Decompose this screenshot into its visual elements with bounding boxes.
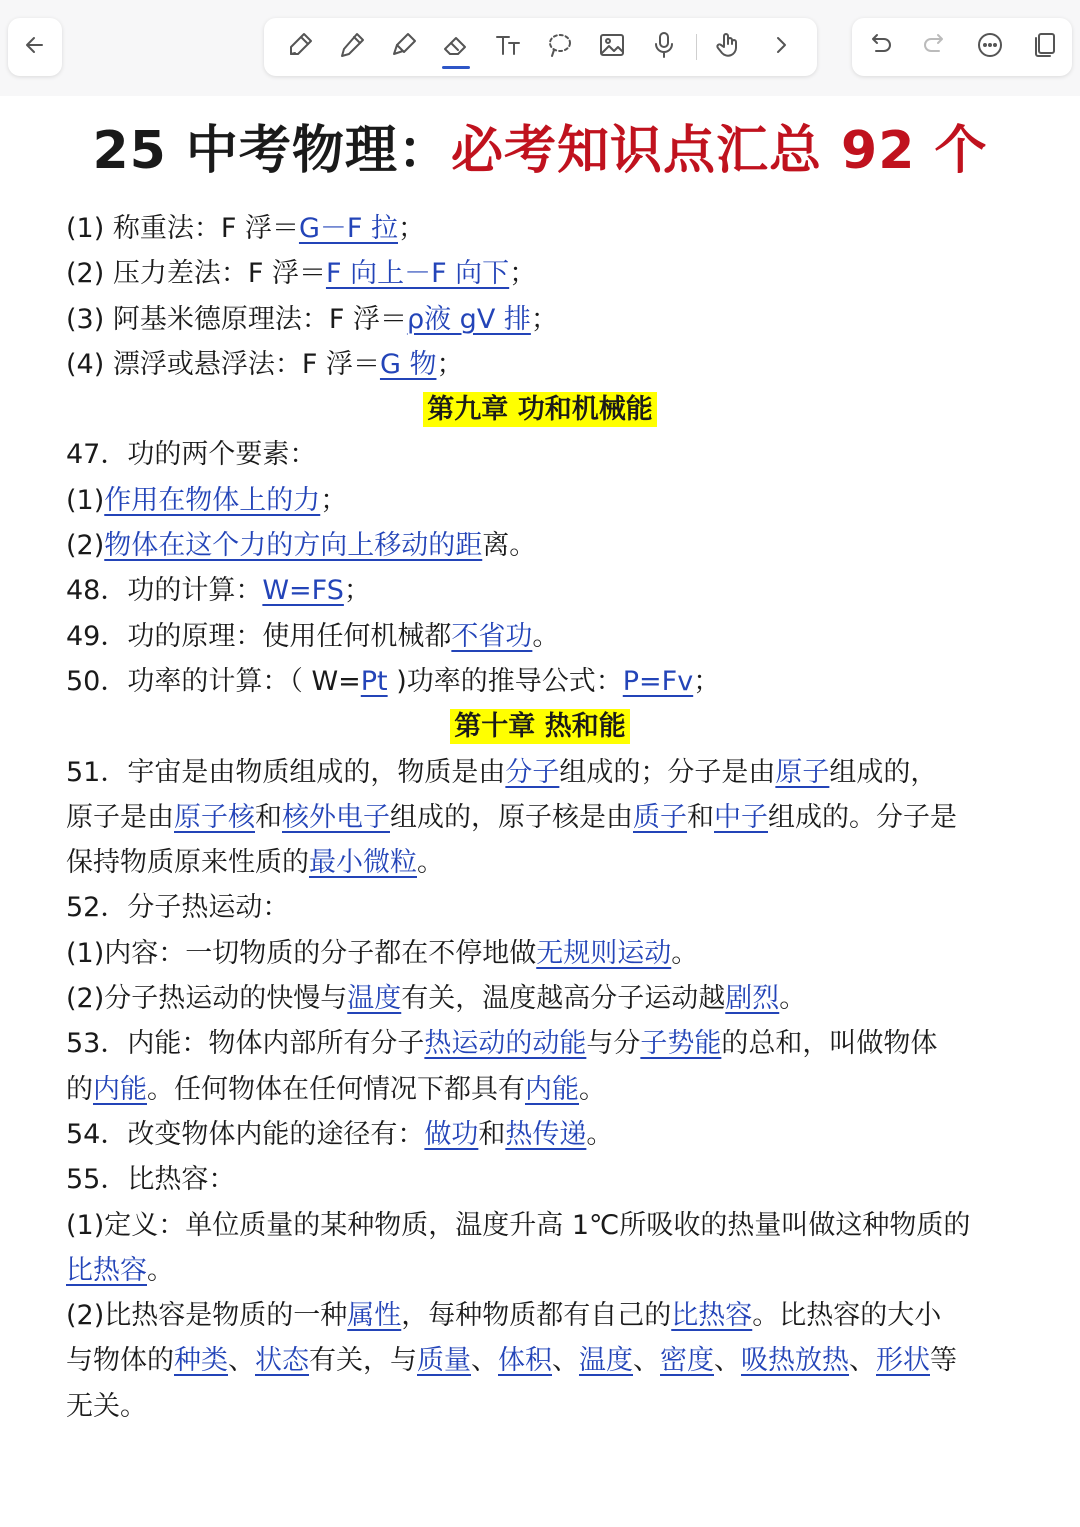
item-55-2-c xyxy=(66,1384,1026,1429)
item-48 xyxy=(66,568,1026,613)
text-segment: 。比热容的大小 xyxy=(752,1300,942,1332)
toolbar-left-group xyxy=(8,18,62,76)
answer-blank: 子势能 xyxy=(640,1028,722,1060)
text-segment: 。 xyxy=(532,620,560,652)
answer-blank: 做功 xyxy=(424,1118,479,1150)
undo-icon xyxy=(865,30,895,64)
item-47-2 xyxy=(66,523,1026,568)
answer-blank: 热运动的动能 xyxy=(424,1028,587,1060)
text-segment: 。 xyxy=(147,1254,174,1286)
text-segment: 原子是由 xyxy=(66,801,174,833)
text-tool-icon xyxy=(493,30,523,64)
text-segment: (2)比热容是物质的一种 xyxy=(66,1300,348,1332)
text-segment: 。 xyxy=(779,983,807,1015)
answer-blank: 剧烈 xyxy=(725,983,780,1015)
chevron-right-button[interactable] xyxy=(761,25,801,69)
image-icon xyxy=(597,30,627,64)
answer-blank: W=FS xyxy=(262,575,344,607)
text-segment: 。 xyxy=(579,1073,606,1105)
item-55 xyxy=(66,1157,1026,1202)
answer-blank: 温度 xyxy=(579,1345,633,1377)
text-segment: (1)内容：一切物质的分子都在不停地做 xyxy=(66,937,537,969)
answer-blank: 热传递 xyxy=(505,1118,587,1150)
item-55-2-a xyxy=(66,1293,1026,1338)
answer-blank: 分子 xyxy=(505,756,560,788)
item-50 xyxy=(66,659,1026,704)
toolbar-separator xyxy=(696,34,697,60)
chapter-10-heading xyxy=(0,704,1080,749)
text-segment: ； xyxy=(509,258,537,290)
text-segment: 、 xyxy=(849,1345,876,1377)
text-segment: 与物体的 xyxy=(66,1345,174,1377)
text-segment: (2) xyxy=(66,530,105,562)
text-segment: (1) xyxy=(66,484,105,516)
image-button[interactable] xyxy=(592,25,632,69)
item-47 xyxy=(66,432,1026,477)
text-segment: 50．功率的计算：（ W= xyxy=(66,665,361,697)
redo-button[interactable] xyxy=(915,25,955,69)
title-red: 必考知识点汇总 92 个 xyxy=(450,121,988,181)
answer-blank: 体积 xyxy=(498,1345,552,1377)
answer-blank: G 物 xyxy=(379,348,437,380)
pencil-icon xyxy=(337,30,367,64)
item-52-2 xyxy=(66,976,1026,1021)
text-segment: 、 xyxy=(471,1345,498,1377)
answer-blank: 温度 xyxy=(347,983,402,1015)
back-arrow-button[interactable] xyxy=(15,25,55,69)
highlighter-icon xyxy=(389,30,419,64)
pencil-button[interactable] xyxy=(332,25,372,69)
text-segment: 。 xyxy=(417,847,444,879)
text-segment: 的 xyxy=(66,1073,93,1105)
text-segment: 组成的。分子是 xyxy=(768,801,957,833)
text-segment: 离。 xyxy=(482,530,537,562)
answer-blank: 内能 xyxy=(525,1073,579,1105)
answer-blank: 状态 xyxy=(255,1345,309,1377)
text-segment: 、 xyxy=(714,1345,741,1377)
line-float-4 xyxy=(66,342,1026,387)
answer-blank: 内能 xyxy=(93,1073,147,1105)
answer-blank: F 向上－F 向下 xyxy=(325,258,510,290)
text-segment: 54．改变物体内能的途径有： xyxy=(66,1118,425,1150)
title-black: 25 中考物理： xyxy=(92,121,451,181)
text-segment: ，每种物质都有自己的 xyxy=(401,1300,672,1332)
item-55-2-b xyxy=(66,1338,1026,1383)
line-float-3 xyxy=(66,297,1026,342)
more-button[interactable] xyxy=(970,25,1010,69)
answer-blank: 密度 xyxy=(660,1345,714,1377)
text-segment: 组成的；分子是由 xyxy=(559,756,776,788)
lasso-icon xyxy=(545,30,575,64)
item-55-1-b xyxy=(66,1248,1026,1293)
eraser-icon xyxy=(441,30,471,64)
toolbar-tools-group xyxy=(264,18,817,76)
text-segment: 、 xyxy=(633,1345,660,1377)
text-segment: 有关，温度越高分子运动越 xyxy=(401,983,726,1015)
answer-blank: 吸热放热 xyxy=(741,1345,849,1377)
text-segment: 和 xyxy=(255,801,282,833)
text-segment: 组成的，原子核是由 xyxy=(390,801,633,833)
answer-blank: 原子核 xyxy=(174,801,255,833)
answer-blank: 比热容 xyxy=(66,1254,147,1286)
text-segment: 55．比热容： xyxy=(66,1164,236,1196)
line-float-1 xyxy=(66,206,1026,251)
answer-blank: ρ液 gV 排 xyxy=(406,303,531,335)
text-segment: 53．内能：物体内部所有分子 xyxy=(66,1028,425,1060)
eraser-button[interactable] xyxy=(436,25,476,69)
text-segment: 。任何物体在任何情况下都具有 xyxy=(147,1073,525,1105)
answer-blank: 不省功 xyxy=(451,620,533,652)
top-toolbar xyxy=(0,0,1080,96)
text-segment: 48．功的计算： xyxy=(66,575,263,607)
text-segment: ； xyxy=(693,665,721,697)
text-segment: 49．功的原理：使用任何机械都 xyxy=(66,620,452,652)
text-segment: 的总和，叫做物体 xyxy=(721,1028,938,1060)
item-51-a xyxy=(66,750,1026,795)
item-55-1-a xyxy=(66,1203,1026,1248)
text-segment: 、 xyxy=(228,1345,255,1377)
answer-blank: 比热容 xyxy=(671,1300,753,1332)
text-segment: 无关。 xyxy=(66,1390,147,1422)
item-49 xyxy=(66,614,1026,659)
pages-button[interactable] xyxy=(1025,25,1065,69)
answer-blank: 最小微粒 xyxy=(309,847,417,879)
answer-blank: G－F 拉 xyxy=(298,213,398,244)
text-segment: 。 xyxy=(671,937,699,969)
text-segment: 组成的， xyxy=(829,756,938,788)
text-segment: 保持物质原来性质的 xyxy=(66,847,309,879)
text-segment: (1) 称重法：F 浮＝ xyxy=(66,213,299,244)
answer-blank: 原子 xyxy=(775,756,830,788)
chevron-right-icon xyxy=(766,30,796,64)
text-segment: (1)定义：单位质量的某种物质，温度升高 1℃所吸收的热量叫做这种物质的 xyxy=(66,1209,971,1241)
line-float-2 xyxy=(66,251,1026,296)
item-52-1 xyxy=(66,931,1026,976)
chapter-highlight xyxy=(423,392,656,427)
text-segment: ； xyxy=(398,213,425,244)
text-segment: 51．宇宙是由物质组成的，物质是由 xyxy=(66,756,506,788)
item-53-b xyxy=(66,1067,1026,1112)
lasso-button[interactable] xyxy=(540,25,580,69)
more-icon xyxy=(975,30,1005,64)
hand-touch-button[interactable] xyxy=(709,25,749,69)
item-51-b xyxy=(66,795,1026,840)
text-segment: ； xyxy=(320,484,348,516)
text-segment: )功率的推导公式： xyxy=(387,665,623,697)
item-51-c xyxy=(66,840,1026,885)
text-segment: 47．功的两个要素： xyxy=(66,439,317,471)
text-segment: ； xyxy=(343,575,371,607)
text-segment: ； xyxy=(436,348,464,380)
text-segment: 有关，与 xyxy=(309,1345,417,1377)
answer-blank: 形状 xyxy=(876,1345,930,1377)
toolbar-right-group xyxy=(852,18,1072,76)
text-segment: 。 xyxy=(586,1118,614,1150)
pen-button[interactable] xyxy=(280,25,320,69)
pen-icon xyxy=(285,30,315,64)
back-arrow-icon xyxy=(20,30,50,64)
text-segment: 第九章 功和机械能 xyxy=(427,394,653,426)
item-47-1 xyxy=(66,478,1026,523)
item-53-a xyxy=(66,1021,1026,1066)
microphone-icon xyxy=(649,30,679,64)
chapter-9-heading xyxy=(0,387,1080,432)
chapter-highlight xyxy=(450,709,629,744)
answer-blank: 核外电子 xyxy=(282,801,390,833)
answer-blank: 无规则运动 xyxy=(536,937,672,969)
text-segment: ； xyxy=(530,303,558,335)
page-title xyxy=(0,108,1080,183)
text-segment: 和 xyxy=(687,801,714,833)
item-52 xyxy=(66,885,1026,930)
answer-blank: P=Fv xyxy=(622,665,694,697)
redo-icon xyxy=(920,30,950,64)
undo-button[interactable] xyxy=(860,25,900,69)
text-segment: (3) 阿基米德原理法：F 浮＝ xyxy=(66,303,407,335)
answer-blank: Pt xyxy=(360,665,388,697)
answer-blank: 作用在物体上的力 xyxy=(104,484,321,516)
text-segment: 等 xyxy=(930,1345,957,1377)
hand-touch-icon xyxy=(714,30,744,64)
item-54 xyxy=(66,1112,1026,1157)
text-tool-button[interactable] xyxy=(488,25,528,69)
answer-blank: 属性 xyxy=(347,1300,402,1332)
text-segment: 和 xyxy=(478,1118,506,1150)
answer-blank: 种类 xyxy=(174,1345,228,1377)
text-segment: 52．分子热运动： xyxy=(66,892,290,924)
text-segment: (4) 漂浮或悬浮法：F 浮＝ xyxy=(66,348,380,380)
highlighter-button[interactable] xyxy=(384,25,424,69)
note-content xyxy=(66,206,1026,1429)
text-segment: 第十章 热和能 xyxy=(454,711,626,743)
answer-blank: 质量 xyxy=(417,1345,471,1377)
answer-blank: 质子 xyxy=(633,801,687,833)
text-segment: 与分 xyxy=(586,1028,641,1060)
text-segment: (2)分子热运动的快慢与 xyxy=(66,983,348,1015)
microphone-button[interactable] xyxy=(644,25,684,69)
answer-blank: 物体在这个力的方向上移动的距 xyxy=(104,530,483,562)
answer-blank: 中子 xyxy=(714,801,768,833)
text-segment: (2) 压力差法：F 浮＝ xyxy=(66,258,326,290)
text-segment: 、 xyxy=(552,1345,579,1377)
pages-icon xyxy=(1030,30,1060,64)
